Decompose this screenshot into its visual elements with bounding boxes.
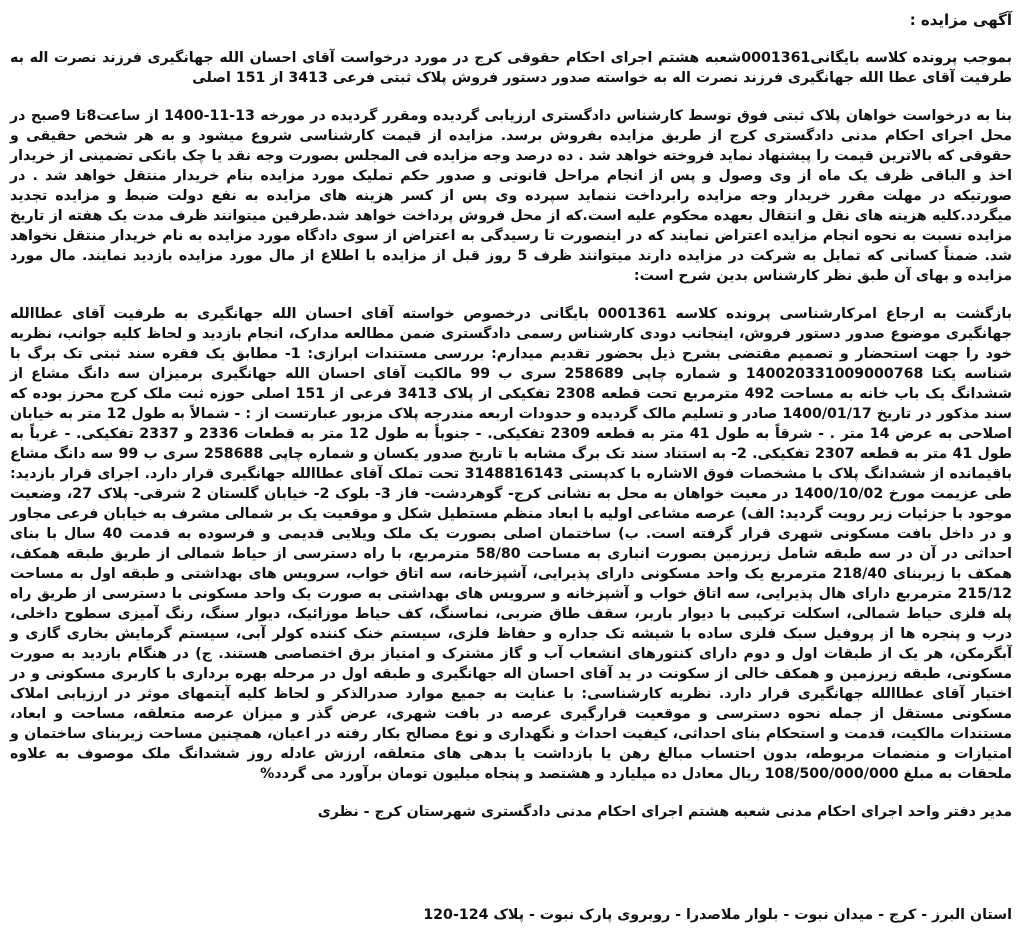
auction-terms-paragraph: بنا به درخواست خواهان پلاک ثبتی فوق توسط کارشناس دادگستری ارزیابی گردیده ومقرر گردیده در مورخه 13-11-1400 از ساعت8تا 9صبح در محل اجرای احکام مدنی دادگستری کرج از طریق مزایده بفروش برسد. مزایده از قیمت کارشناسی شروع میشود و به هر شخص حقیقی و حقوقی که بالاترین قیمت را پیشنهاد نماید فروخته خواهد شد . ده درصد وجه مزایده فی المجلس بصورت وجه نقد یا چک بانکی تضمینی از خریدار اخذ و الباقی ظرف یک ماه از وی وصول و پس از انجام مراحل قانونی و صدور حکم تملیک مورد مزایده بنام خریدار منتقل خواهد شد . در صورتیکه در مهلت مقرر خریدار وجه مزایده رابرداخت ننماید سپرده وی پس از کسر هزینه های مزایده به نفع دولت ضبط و مزایده تجدید میگردد.کلیه هزینه های نقل و انتقال بعهده محکوم علیه است.که از محل فروش پرداخت خواهد شد.طرفین میتوانند ظرف مدت یک هفته از تاریخ مزایده نسبت به نحوه انجام مزایده اعتراض نمایند که در اینصورت تا رسیدگی به اعتراض از سوی دادگاه مورد مزایده به نام خریدار منتقل نخواهد شد. ضمناً کسانی که تمایل به شرکت در مزایده دارند میتوانند ظرف 5 روز قبل از مزایده با اطلاع از مال مورد مزایده بازدید نمایند. مال مورد مزایده و بهای آن طبق نظر کارشناس بدین شرح است: xyxy=(10,108,1012,284)
case-intro-paragraph: بموجب پرونده کلاسه بایگانی0001361شعبه هشتم اجرای احکام حقوقی کرج در مورد درخواست آقای احسان الله جهانگیری فرزند نصرت اله به طرفیت آقای عطا الله جهانگیری فرزند نصرت اله به خواسته صدور دستور فروش پلاک ثبتی فرعی 3413 از 151 اصلی xyxy=(10,50,1012,86)
office-address: استان البرز - کرج - میدان نبوت - بلوار ملاصدرا - روبروی پارک نبوت - پلاک 124-120 xyxy=(423,907,1012,923)
signature-line: مدیر دفتر واحد اجرای احکام مدنی شعبه هشتم اجرای احکام مدنی دادگستری شهرستان کرج - نظری xyxy=(317,804,1012,820)
notice-title: آگهی مزایده : xyxy=(909,11,1012,29)
expert-report-paragraph: بازگشت به ارجاع امرکارشناسی پرونده کلاسه 0001361 بایگانی درخصوص خواسته آقای احسان الله جهانگیری به طرفیت آقای عطاالله جهانگیری موضوع صدور دستور فروش، اینجانب دودی کارشناس رسمی دادگستری ضمن مطالعه مدارک، انجام بازدید و لحاظ کلیه جوانب، نظریه خود را جهت استحضار و تصمیم مقتضی بشرح ذیل بحضور تقدیم میدارم: بررسی مستندات ابرازی: 1- مطابق یک فقره سند ثبتی تک برگ با شناسه یکتا 140020331009000768 و شماره چاپی 258689 سری ب 99 مالکیت آقای احسان الله جهانگیری برمیزان سه دانگ مشاع از ششدانگ یک باب خانه به مساحت 492 مترمربع تحت قطعه 2308 تفکیکی از پلاک 3413 فرعی از 151 اصلی حوزه ثبت ملک کرج محرز بوده که سند مذکور در تاریخ 1400/01/17 صادر و تسلیم مالک گردیده و حدودات اربعه مندرجه پلاک مزبور عبارتست از : - شمالاً به طول 12 متر به خیابان اصلاحی به عرض 14 متر . - شرقاً به طول 41 متر به قطعه 2309 تفکیکی. - جنوباً به طول 12 متر به قطعات 2336 و 2337 تفکیکی. - غرباً به طول 41 متر به قطعه 2307 تفکیکی. 2- به استناد سند تک برگ مشابه با تاریخ صدور یکسان و شماره چاپی 258688 سری ب 99 سه دانگ مشاع باقیمانده از ششدانگ پلاک با مشخصات فوق الاشاره با کدپستی 3148816143 تحت تملک آقای عطاالله جهانگیری قرار دارد. اجرای قرار بازدید: طی عزیمت مورخ 1400/10/02 در معیت خواهان به محل به نشانی کرج- گوهردشت- فاز 3- بلوک 2- خیابان گلستان 2 شرقی- پلاک 27، وضعیت موجود با جزئیات زیر رویت گردید: الف) عرصه مشاعی اولیه با ابعاد منظم مستطیل شکل و موقعیت یک بر شمالی مشرف به خیابان فرعی مجاور و در داخل بافت مسکونی شهری قرار گرفته است. ب) ساختمان اصلی بصورت یک ملک ویلایی قدیمی و فرسوده به قدمت 40 سال با بنای احداثی در آن در سه طبقه شامل زیرزمین بصورت انباری به مساحت 58/80 مترمربع، با راه دسترسی از حیاط شمالی از طریق طبقه همکف، همکف با زیربنای 218/40 مترمربع یک واحد مسکونی دارای پذیرایی، آشپزخانه، سه اتاق خواب، سرویس های بهداشتی و طبقه اول به مساحت 215/12 مترمربع دارای هال پذیرایی، سه اتاق خواب و آشپزخانه و سرویس های بهداشتی به صورت یک واحد مسکونی با دسترسی از طریق راه پله فلزی حیاط شمالی، اسکلت ترکیبی با دیوار باربر، سقف طاق ضربی، نماسنگ، کف حیاط موزائیک، دیوار سنگ، رنگ آمیزی سطوح داخلی، درب و پنجره ها از پروفیل سبک فلزی ساده با شیشه تک جداره و حفاظ فلزی، سیستم خنک کننده کولر آبی، سیستم گرمایش بخاری گازی و آبگرمکن، هر یک از طبقات اول و دوم دارای کنتورهای انشعاب آب و گاز مشترک و امتیاز برق اختصاصی هستند. ج) در هنگام بازدید به صورت مسکونی، طبقه زیرزمین و همکف خالی از سکونت در ید آقای احسان اله جهانگیری و طبقه اول در مرحله بهره برداری با کاربری مسکونی و در اختیار آقای عطاالله جهانگیری قرار دارد. نظریه کارشناسی: با عنایت به جمیع موارد صدرالذکر و لحاظ کلیه آیتمهای موثر در ارزیابی املاک مسکونی مستقل از جمله نحوه دسترسی و موقعیت قرارگیری عرصه در بافت شهری، عرض گذر و میزان عرصه متعلقه، مساحت و ابعاد، مستندات مالکیت، قدمت و استحکام بنای احداثی، کیفیت احداث و نگهداری و نوع مصالح بکار رفته در اعیان، همچنین مساحت زیربنای ساختمان و امتیازات و منضمات مربوطه، بدون احتساب مبالغ رهن یا بازداشت یا بدهی های متعلقه، ارزش عادله روز ششدانگ ملک موصوف به علاوه ملحقات به مبلغ 108/500/000/000 ریال معادل ده میلیارد و هشتصد و پنجاه میلیون تومان برآورد می گردد% xyxy=(10,306,1013,782)
